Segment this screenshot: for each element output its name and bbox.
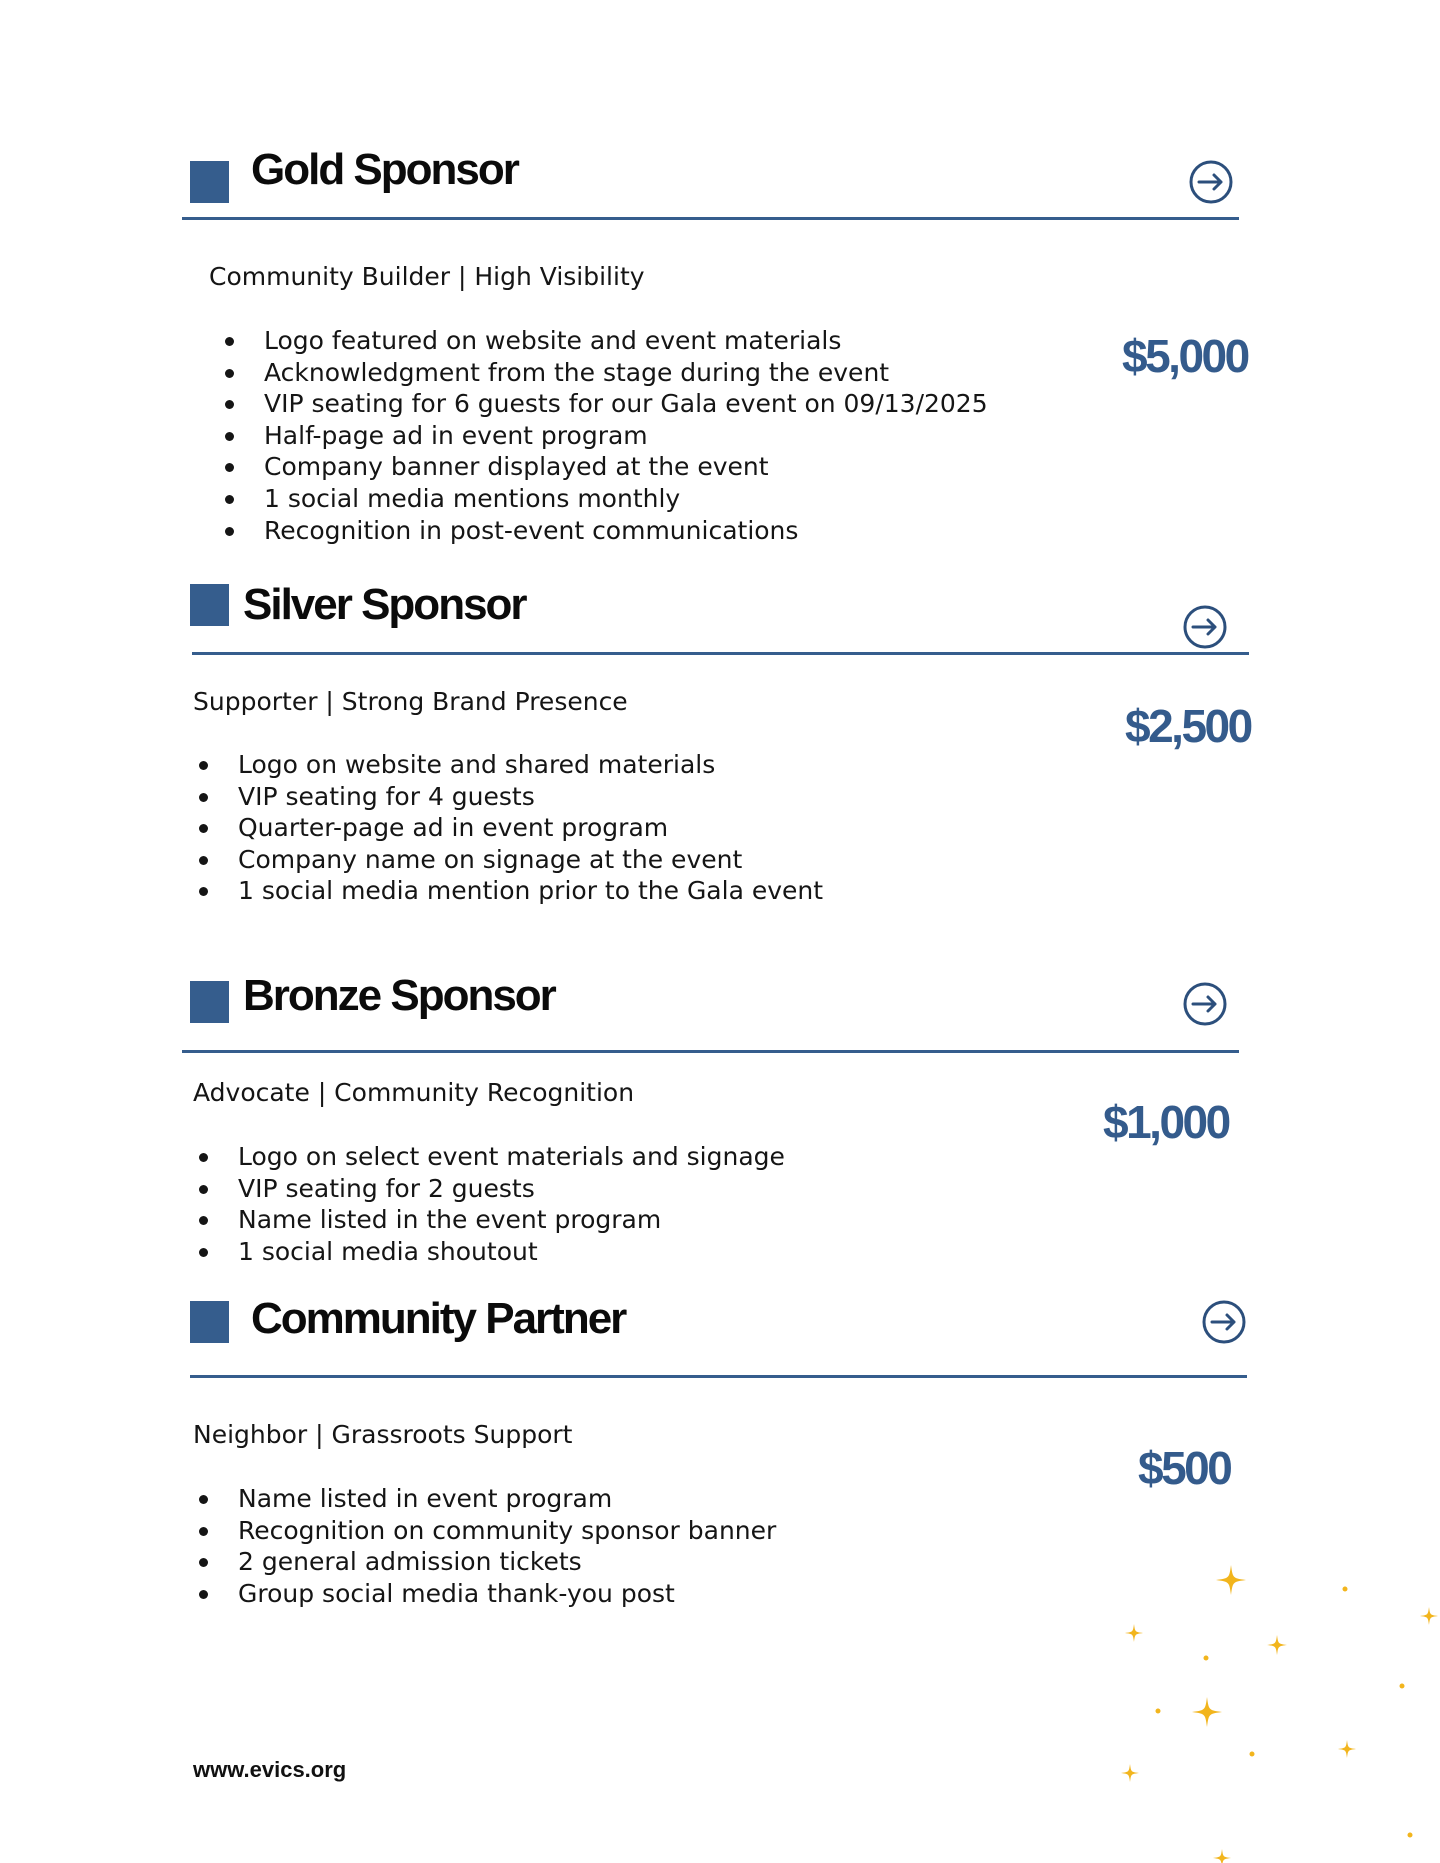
sparkle-dot bbox=[1204, 1656, 1209, 1661]
benefit-item: Logo on select event materials and signage bbox=[193, 1141, 785, 1173]
benefit-item: 1 social media mention prior to the Gala event bbox=[193, 875, 823, 907]
arrow-right-circle-icon[interactable] bbox=[1183, 982, 1227, 1026]
sparkle-icon bbox=[1213, 1849, 1231, 1863]
arrow-right-circle-icon[interactable] bbox=[1183, 605, 1227, 649]
benefit-item: Quarter-page ad in event program bbox=[193, 812, 823, 844]
benefit-list bbox=[193, 1141, 785, 1267]
tier-subtitle: Supporter | Strong Brand Presence bbox=[193, 687, 628, 716]
benefit-list bbox=[193, 749, 823, 907]
sparkle-icon bbox=[1216, 1565, 1246, 1595]
square-icon bbox=[190, 981, 229, 1023]
tier-title: Gold Sponsor bbox=[251, 145, 518, 194]
sparkle-dot bbox=[1400, 1684, 1405, 1689]
square-icon bbox=[190, 584, 229, 626]
section-divider bbox=[182, 217, 1239, 220]
section-divider bbox=[190, 1375, 1247, 1378]
tier-title: Bronze Sponsor bbox=[243, 971, 555, 1020]
square-icon bbox=[190, 1301, 229, 1343]
benefit-item: Acknowledgment from the stage during the event bbox=[219, 357, 988, 389]
tier-price: $2,500 bbox=[1125, 700, 1251, 752]
section-divider bbox=[182, 1050, 1239, 1053]
tier-title: Community Partner bbox=[251, 1294, 626, 1343]
benefit-list bbox=[193, 1483, 776, 1609]
benefit-item: Half-page ad in event program bbox=[219, 420, 988, 452]
benefit-item: 2 general admission tickets bbox=[193, 1546, 776, 1578]
sparkle-dot bbox=[1343, 1587, 1348, 1592]
sparkle-icon bbox=[1338, 1740, 1356, 1758]
tier-price: $500 bbox=[1138, 1442, 1231, 1494]
benefit-item: VIP seating for 2 guests bbox=[193, 1173, 785, 1205]
sparkle-icon bbox=[1121, 1764, 1139, 1782]
sparkle-dot bbox=[1250, 1752, 1255, 1757]
tier-title: Silver Sponsor bbox=[243, 580, 526, 629]
arrow-right-circle-icon[interactable] bbox=[1189, 160, 1233, 204]
benefit-item: Recognition in post-event communications bbox=[219, 515, 988, 547]
benefit-item: 1 social media shoutout bbox=[193, 1236, 785, 1268]
tier-price: $1,000 bbox=[1103, 1096, 1229, 1148]
section-divider bbox=[192, 652, 1249, 655]
benefit-item: Company banner displayed at the event bbox=[219, 451, 988, 483]
benefit-item: Group social media thank-you post bbox=[193, 1578, 776, 1610]
sparkle-dot bbox=[1408, 1833, 1413, 1838]
sparkle-icon bbox=[1125, 1624, 1143, 1642]
square-icon bbox=[190, 161, 229, 203]
benefit-item: Logo on website and shared materials bbox=[193, 749, 823, 781]
benefit-item: Company name on signage at the event bbox=[193, 844, 823, 876]
sparkle-dot bbox=[1156, 1709, 1161, 1714]
benefit-item: Name listed in the event program bbox=[193, 1204, 785, 1236]
benefit-item: Name listed in event program bbox=[193, 1483, 776, 1515]
sparkle-icon bbox=[1420, 1607, 1438, 1625]
tier-subtitle: Advocate | Community Recognition bbox=[193, 1078, 635, 1107]
benefit-item: Logo featured on website and event materials bbox=[219, 325, 988, 357]
tier-price: $5,000 bbox=[1122, 330, 1248, 382]
benefit-item: 1 social media mentions monthly bbox=[219, 483, 988, 515]
tier-subtitle: Community Builder | High Visibility bbox=[209, 262, 645, 291]
footer-website-link[interactable]: www.evics.org bbox=[193, 1757, 347, 1782]
benefit-list bbox=[219, 325, 988, 546]
tier-subtitle: Neighbor | Grassroots Support bbox=[193, 1420, 573, 1449]
benefit-item: Recognition on community sponsor banner bbox=[193, 1515, 776, 1547]
benefit-item: VIP seating for 4 guests bbox=[193, 781, 823, 813]
benefit-item: VIP seating for 6 guests for our Gala event on 09/13/2025 bbox=[219, 388, 988, 420]
sparkle-icon bbox=[1192, 1697, 1222, 1727]
sparkle-icon bbox=[1267, 1635, 1287, 1655]
arrow-right-circle-icon[interactable] bbox=[1202, 1300, 1246, 1344]
